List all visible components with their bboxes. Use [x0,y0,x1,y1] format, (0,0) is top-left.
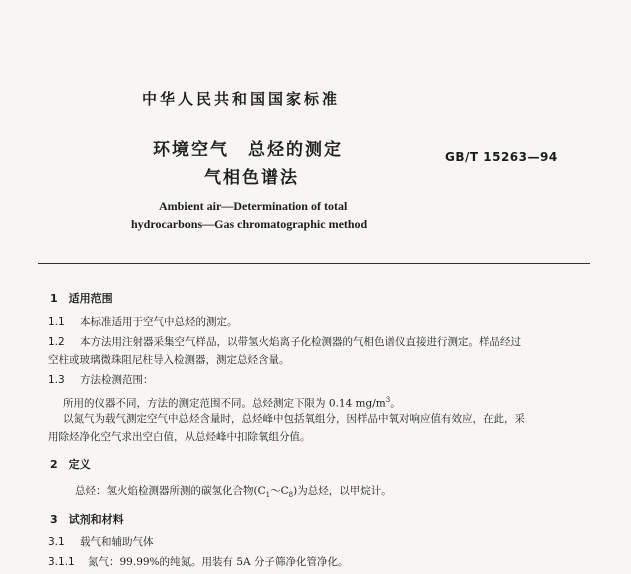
clause-1-2-text-line1: 本方法用注射器采集空气样品，以带氢火焰离子化检测器的气相色谱仪直接进行测定。样品经过 [80,336,521,348]
section-3-heading: 3 试剂和材料 [50,513,124,526]
clause-3-1-text: 载气和辅助气体 [80,536,154,548]
header-divider [38,263,590,264]
clause-3-1-1-text: 氮气：99.99%的纯氮。用装有 5A 分子筛净化管净化。 [88,556,349,568]
section-2-heading: 2 定义 [50,458,91,471]
section-1-heading: 1 适用范围 [50,292,113,305]
clause-1-1-text: 本标准适用于空气中总烃的测定。 [80,316,238,328]
definition-text: 总烃：氢火焰检测器所测的碳氢化合物$(C_1\sim C_8)$为总烃，以甲烷计。 [75,485,392,500]
clause-1-3-number: 1.3 [48,374,65,386]
title-english-line1: Ambient air—Determination of total [159,199,348,213]
clause-3-1-number: 3.1 [48,536,65,548]
clause-1-2-text-line2: 空柱或玻璃微珠阻尼柱导入检测器，测定总烃含量。 [48,354,290,366]
clause-1-3-text-line2: 以氮气为载气测定空气中总烃含量时，总烃峰中包括氧组分，因样品中氧对响应值有效应，在此，采 [63,413,525,425]
clause-1-3-text-line3: 用除烃净化空气求出空白值，从总烃峰中扣除氧组分值。 [48,431,311,443]
clause-3-1-1-number: 3.1.1 [48,556,75,568]
standard-number: GB/T 15263—94 [445,150,558,164]
clause-1-2-number: 1.2 [48,336,65,348]
clause-1-1-number: 1.1 [48,316,65,328]
clause-1-3-title: 方法检测范围： [80,374,154,386]
standard-body-heading: 中华人民共和国国家标准 [142,90,341,108]
title-english-line2: hydrocarbons—Gas chromatographic method [131,217,368,231]
title-chinese-line2: 气相色谱法 [204,168,299,188]
title-chinese-line1: 环境空气 总烃的测定 [153,140,343,160]
clause-1-3-text-line1: 所用的仪器不同，方法的测定范围不同。总烃测定下限为 0.14 $mg/m^3$。 [63,396,401,410]
